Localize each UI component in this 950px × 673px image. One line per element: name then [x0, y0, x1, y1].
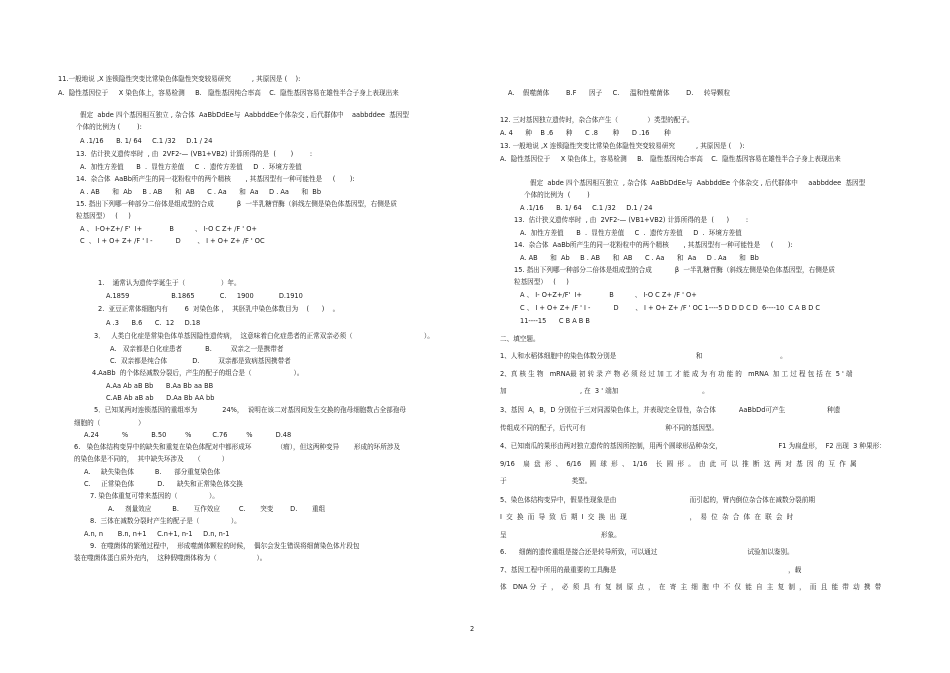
text-line: 6. 细菌的遗传重组是接合还是转导所致，可以通过 试验加以鉴别。	[500, 548, 794, 556]
text-line: C 、 I + O+ Z+ /F ' I - D 、 I + O+ Z+ /F ' OC 1----5 D D D C D 6----10 C A B D C	[520, 304, 821, 312]
text-line: 1. 通常认为遗传学诞生于（ ）年。	[98, 279, 241, 287]
text-line: 2. 亚豆正常体细胞内有 6 对染色体 ， 其胚乳中染色体数目为 ( ) 。	[98, 305, 340, 313]
text-line: 5、染色体结构变异中，假显性现象是由 而引起的，臂内倒位杂合体在减数分裂前期	[500, 496, 815, 504]
text-line: 二、填空题。	[500, 335, 540, 343]
text-line: A 、 I-O+Z+/ F' I+ B 、 I-O C Z+ /F ' O+	[80, 225, 257, 233]
text-line: A .1/16 B. 1/ 64 C.1 /32 D.1 / 24	[520, 204, 653, 212]
text-line: A. 剂量效应 B. 互作效应 C. 突变 D. 重组	[108, 505, 326, 513]
text-line: 假定 abde 四个基因相互独立 , 杂合体 AaBbDdEe与 AabbddEe 个体杂交 , 后代群体中 aabbddee 基因型	[530, 179, 866, 187]
text-line: 加 , 在 3 ' 端加 。	[500, 387, 709, 395]
text-line: 5．已知某两对连锁基因的重组率为 24%， 说明在该二对基因间发生交换的孢母细胞数占全部孢母	[94, 406, 406, 414]
text-line: 7. 染色体重复可带来基因的（ ）。	[90, 492, 219, 500]
text-line: 7、基因工程中所用的最重要的工具酶是 ，载	[500, 566, 802, 574]
text-line: Ⅰ 交 换 而 导 致 后 期 Ⅰ 交 换 出 现 ， 易 位 杂 合 体 在 联 会 时	[500, 513, 794, 521]
text-line: C 、 I + O+ Z+ /F ' I - D 、 I + O+ Z+ /F ' OC	[80, 237, 265, 245]
text-line: C.AB Ab aB ab D.Aa Bb AA bb	[106, 394, 215, 402]
text-line: A. 缺失染色体 B. 部分重复染色体	[84, 468, 221, 476]
text-line: A. 双亲都是白化症患者 B. 双亲之一是携带者	[110, 345, 284, 353]
text-line: 传组成不同的配子，后代可有 种不同的基因型。	[500, 424, 719, 432]
text-line: A . AB 和 Ab B . AB 和 AB C . Aa 和 Aa D . Aa 和 Bb	[80, 188, 322, 196]
text-line: 1、人和水稻体细胞中的染色体数分别是 和 。	[500, 352, 787, 360]
text-line: 13. 一般地说 ,X 连锁隐性突变比常染色体隐性突变较易研究 , 其原因是 ( ):	[500, 142, 745, 150]
text-line: A. 加性方差值 B . 显性方差值 C . 遗传方差值 D . 环境方差值	[520, 229, 742, 237]
text-line: A. AB 和 Ab B . AB 和 AB C . Aa 和 Aa D . Aa 和 Bb	[520, 254, 759, 262]
text-line: A. 隐性基因位于 X 染色体上，容易检测 B. 隐性基因纯合率高 C. 隐性基因容易在雄性半合子身上表现出来	[500, 155, 841, 163]
text-line: 个体的比例为 ( )	[524, 191, 590, 199]
text-line: 个体的比例为 ( ):	[76, 123, 142, 131]
text-line: 粒基因型） ( )	[514, 278, 569, 286]
text-line: A.n, n B.n, n+1 C.n+1, n-1 D.n, n-1	[84, 530, 230, 538]
text-line: 15. 指出下列哪一种部分二倍体是组成型的合成 β 一半乳糖苷酶（斜线左侧是染色体基因型，右侧是质	[76, 200, 397, 208]
text-line: 2、真 核 生 物 mRNA最 初 转 录 产 物 必 须 经 过 加 工 才 能 成 为 有 功 能 的 mRNA 加 工 过 程 包 括 在 5 ' 端	[500, 370, 853, 378]
text-line: A.24 % B.50 % C.76 % D.48	[84, 431, 292, 439]
text-line: 3、基因 A，B，D 分别位于三对同源染色体上，并表现完全显性，杂合体 AaBbDd可产生 种遗	[500, 406, 841, 414]
text-line: 呈 形象。	[500, 531, 621, 539]
text-line: 11----15 C B A B B	[520, 317, 590, 325]
text-line: 8. 三体在减数分裂时产生的配子是（ ）。	[90, 517, 241, 525]
text-line: 3． 人类白化症是常染色体单基因隐性遗传病， 这意味着白化症患者的正常双亲必须（ ）。	[94, 332, 434, 340]
text-line: C. 双亲都是纯合体 D. 双亲都是致病基因携带者	[110, 357, 291, 365]
text-line: C. 正常染色体 D. 缺失和正常染色体交换	[84, 480, 243, 488]
text-line: A. 隐性基因位于 X 染色体上，容易检测 B. 隐性基因纯合率高 C. 隐性基因容易在雄性半合子身上表现出来	[58, 89, 399, 97]
page-number: 2	[470, 625, 475, 633]
text-line: 9. 在噬菌体的繁殖过程中， 形成噬菌体颗粒的时候， 偶尔会发生错误将细菌染色体片段包	[90, 542, 360, 550]
text-line: 的染色体是不同的， 其中缺失环涉及 （ ）	[74, 455, 229, 463]
text-line: 15. 指出下列哪一种部分二倍体是组成型的合成 β 一半乳糖苷酶（斜线左侧是染色体基因型，右侧是质	[514, 266, 835, 274]
text-line: 假定 abde 四个基因相互独立 , 杂合体 AaBbDdEe与 AabbddEe个体杂交 , 后代群体中 aabbddee 基因型	[80, 111, 409, 119]
text-line: 14. 杂合体 AaBb所产生的同一花粉粒中的两个精核 , 其基因型有一种可能性是 ( ):	[76, 175, 355, 183]
text-line: 粒基因型） ( )	[76, 212, 131, 220]
text-line: A 、 I- O+Z+/F' I+ B 、 I-O C Z+ /F ' O+	[520, 291, 697, 299]
text-line: 4、已知南瓜的果形由两对独立遗传的基因所控制，用两个圆球形品种杂交， F1 为扁盘形， F2 出现 3 种果形：	[500, 442, 886, 450]
text-line: 14. 杂合体 AaBb所产生的同一花粉粒中的两个精核 , 其基因型有一种可能性是 ( ):	[514, 241, 793, 249]
text-line: 12. 三对基因独立遗传时，杂合体产生（ ）类型的配子。	[500, 116, 694, 124]
text-line: 9/16 扁 盘 形 、 6/16 圆 球 形 、 1/16 长 圆 形 。 由 此 可 以 推 断 这 两 对 基 因 的 互 作 属	[500, 460, 857, 468]
text-line: A. 假噬菌体 B.F 因子 C. 温和性噬菌体 D. 转导颗粒	[508, 89, 731, 97]
text-line: A .1/16 B. 1/ 64 C.1 /32 D.1 / 24	[80, 137, 213, 145]
text-line: 体 DNA 分 子 ， 必 须 具 有 复 制 原 点 ， 在 寄 主 细 胞 中 不 仅 能 自 主 复 制 ， 而 且 能 带 动 携 带	[500, 583, 882, 591]
text-line: 于 类型。	[500, 477, 592, 485]
text-line: A.1859 B.1865 C. 1900 D.1910	[106, 292, 303, 300]
text-line: 13. 估计狭义遗传率时 , 由 2VF2-— (VB1+VB2) 计算所得的是 ( ) :	[514, 216, 749, 224]
text-line: A.Aa Ab aB Bb B.Aa Bb aa BB	[106, 382, 214, 390]
text-line: 11.一般地说 ,X 连锁隐性突变比常染色体隐性突变较易研究 , 其原因是 ( ):	[58, 75, 301, 83]
text-line: 装在噬菌体蛋白质外壳内， 这种假噬菌体称为（ ）。	[74, 554, 267, 562]
text-line: 6. 染色体结构变异中的缺失和重复在染色体配对中都形成环 （瘤），但这两种变异 形成的环所涉及	[74, 443, 401, 451]
text-line: A. 加性方差值 B . 显性方差值 C . 遗传方差值 D . 环境方差值	[80, 163, 302, 171]
text-line: 细胞的（ ）	[74, 419, 145, 427]
text-line: A .3 B.6 C. 12 D.18	[106, 319, 201, 327]
text-line: A. 4 种 B .6 种 C .8 种 D .16 种	[500, 129, 671, 137]
text-line: 13. 估计狭义遗传率时 , 由 2VF2-— (VB1+VB2) 计算所得的是 ( ) :	[76, 150, 313, 158]
text-line: 4.AaBb 的个体经减数分裂后，产生的配子的组合是（ ）。	[92, 369, 304, 377]
